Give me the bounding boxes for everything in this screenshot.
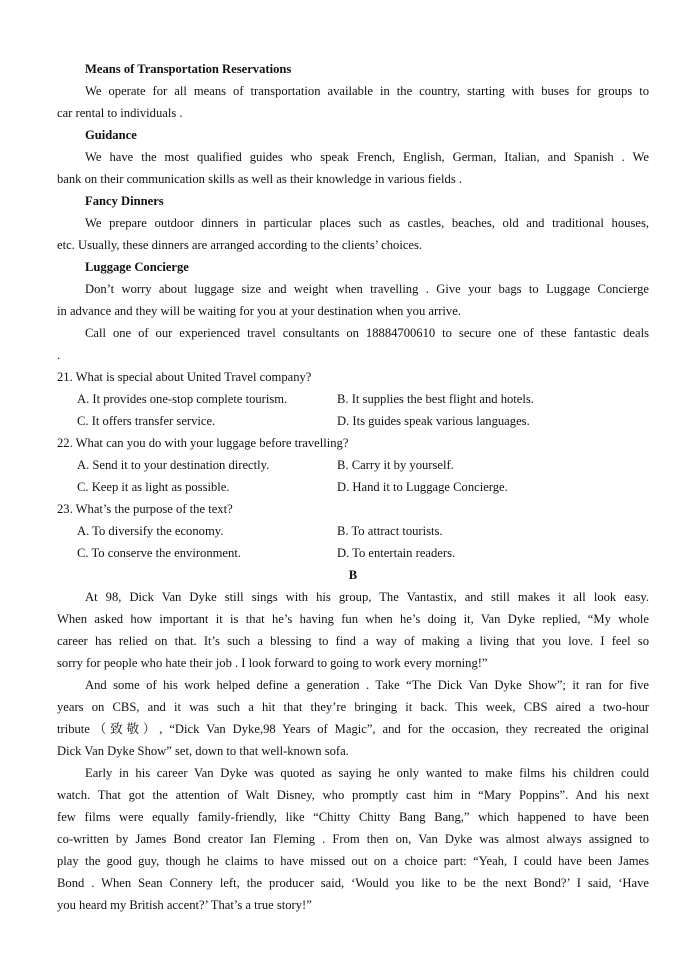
option-row bbox=[57, 454, 649, 476]
paragraph-line: sorry for people who hate their job . I look forward to going to work every morning!” bbox=[57, 656, 488, 670]
option-a: A. To diversify the economy. bbox=[77, 524, 224, 538]
paragraph-line: years on CBS, and it was such a hit that they’re bringing it back. This week, CBS aired a two-hour bbox=[57, 700, 649, 714]
question-stem: 23. What’s the purpose of the text? bbox=[57, 502, 233, 516]
heading-transportation: Means of Transportation Reservations bbox=[85, 62, 292, 76]
option-b: B. To attract tourists. bbox=[337, 524, 443, 538]
paragraph-line: co-written by James Bond creator Ian Fleming . From then on, Van Dyke was almost always assigned to bbox=[57, 832, 649, 846]
paragraph-line: And some of his work helped define a generation . Take “The Dick Van Dyke Show”; it ran for five bbox=[85, 678, 649, 692]
paragraph-line: Early in his career Van Dyke was quoted as saying he only wanted to make films his children could bbox=[85, 766, 649, 780]
paragraph-line: Don’t worry about luggage size and weight when travelling . Give your bags to Luggage Concierge bbox=[85, 282, 649, 296]
option-row bbox=[57, 520, 649, 542]
paragraph-line: etc. Usually, these dinners are arranged according to the clients’ choices. bbox=[57, 238, 423, 252]
paragraph-line: At 98, Dick Van Dyke still sings with his group, The Vantastix, and still makes it all look easy. bbox=[85, 590, 649, 604]
document-page bbox=[57, 58, 649, 916]
option-row bbox=[57, 388, 649, 410]
heading-luggage-concierge: Luggage Concierge bbox=[85, 260, 189, 274]
paragraph-line: . bbox=[57, 348, 61, 362]
paragraph-line: few films were equally family-friendly, like “Chitty Chitty Bang Bang,” which happened to have been bbox=[57, 810, 649, 824]
option-b: B. It supplies the best flight and hotels. bbox=[337, 392, 534, 406]
option-a: A. Send it to your destination directly. bbox=[77, 458, 270, 472]
option-a: A. It provides one-stop complete tourism. bbox=[77, 392, 288, 406]
paragraph-line: you heard my British accent?’ That’s a true story!” bbox=[57, 898, 312, 912]
paragraph-line: car rental to individuals . bbox=[57, 106, 183, 120]
paragraph-line: When asked how important it is that he’s having fun when he’s doing it, Van Dyke replied, “My whole bbox=[57, 612, 649, 626]
option-d: D. To entertain readers. bbox=[337, 546, 456, 560]
paragraph-line: We prepare outdoor dinners in particular places such as castles, beaches, old and traditional houses, bbox=[85, 216, 649, 230]
question-stem: 21. What is special about United Travel company? bbox=[57, 370, 312, 384]
paragraph-line: in advance and they will be waiting for you at your destination when you arrive. bbox=[57, 304, 461, 318]
option-row bbox=[57, 476, 649, 498]
paragraph-line: Bond . When Sean Connery left, the producer said, ‘Would you like to be the next Bond?’ I said, ‘Have bbox=[57, 876, 649, 890]
paragraph-line: watch. That got the attention of Walt Disney, who promptly cast him in “Mary Poppins”. And his next bbox=[57, 788, 649, 802]
option-d: D. Its guides speak various languages. bbox=[337, 414, 530, 428]
option-d: D. Hand it to Luggage Concierge. bbox=[337, 480, 508, 494]
paragraph-line: We have the most qualified guides who speak French, English, German, Italian, and Spanish . We bbox=[85, 150, 649, 164]
option-c: C. To conserve the environment. bbox=[77, 546, 241, 560]
option-b: B. Carry it by yourself. bbox=[337, 458, 454, 472]
option-row bbox=[57, 542, 649, 564]
question-stem: 22. What can you do with your luggage before travelling? bbox=[57, 436, 349, 450]
option-row bbox=[57, 410, 649, 432]
paragraph-line: play the good guy, though he claims to have missed out on a choice part: “Yeah, I could have been James bbox=[57, 854, 649, 868]
option-c: C. It offers transfer service. bbox=[77, 414, 216, 428]
paragraph-line: Call one of our experienced travel consultants on 18884700610 to secure one of these fantastic deals bbox=[85, 326, 649, 340]
paragraph-line: bank on their communication skills as well as their knowledge in various fields . bbox=[57, 172, 463, 186]
section-label: B bbox=[348, 568, 358, 582]
paragraph-line: Dick Van Dyke Show” set, down to that well-known sofa. bbox=[57, 744, 349, 758]
heading-fancy-dinners: Fancy Dinners bbox=[85, 194, 164, 208]
paragraph-line: career has relied on that. It’s such a blessing to find a way of making a living that you love. I feel so bbox=[57, 634, 649, 648]
option-c: C. Keep it as light as possible. bbox=[77, 480, 230, 494]
heading-guidance: Guidance bbox=[85, 128, 137, 142]
paragraph-line: tribute（致敬）, “Dick Van Dyke,98 Years of Magic”, and for the occasion, they recreated the original bbox=[57, 722, 649, 736]
paragraph-line: We operate for all means of transportation available in the country, starting with buses for groups to bbox=[85, 84, 649, 98]
